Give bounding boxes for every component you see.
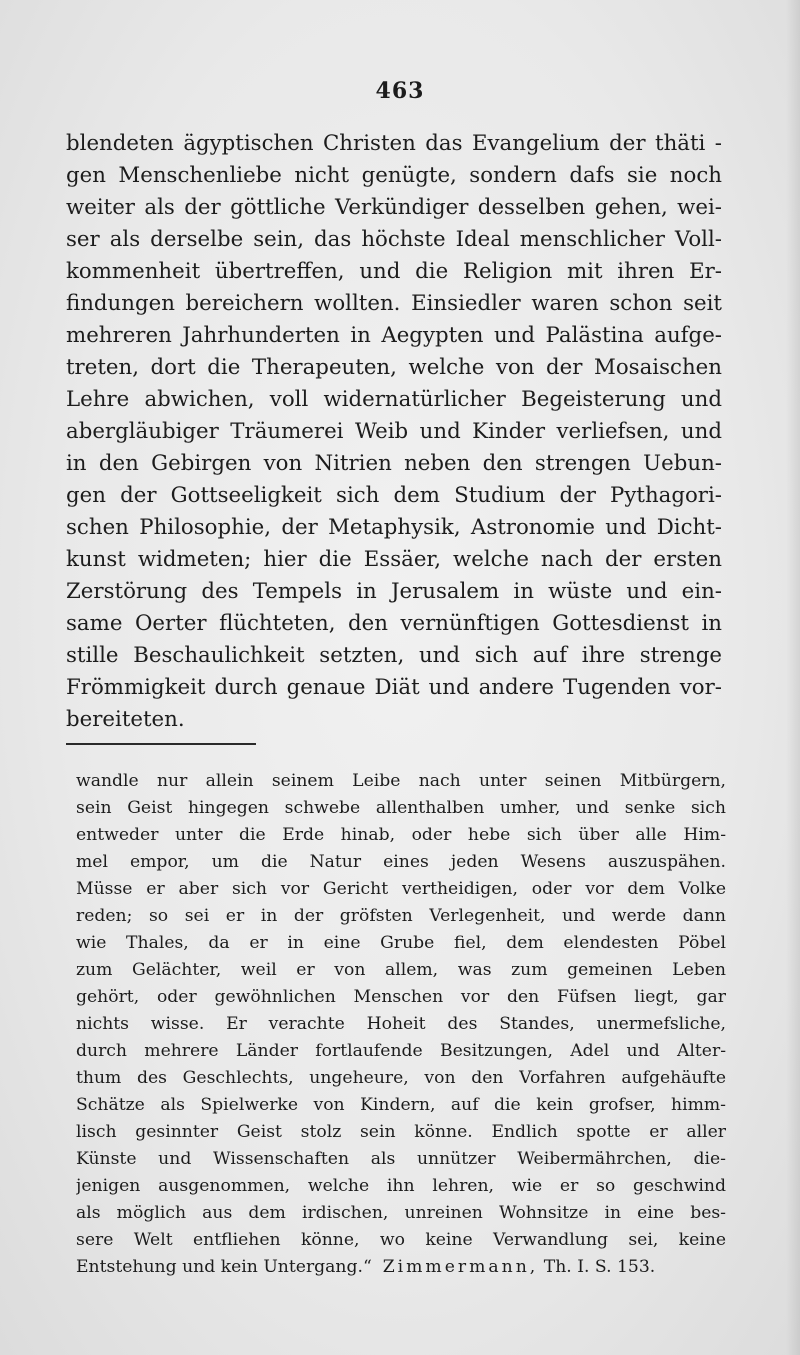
footnote-line: sere Welt entfliehen könne, wo keine Verwandlung sei, keine [76,1230,726,1250]
body-line: kommenheit übertreffen, und die Religion mit ihren Er- [66,259,722,284]
body-line: in den Gebirgen von Nitrien neben den strengen Uebun- [66,451,722,476]
footnote-line: nichts wisse. Er verachte Hoheit des Standes, unermefsliche, [76,1014,726,1034]
footnote-line: Künste und Wissenschaften als unnützer Weibermährchen, die- [76,1149,726,1169]
footnote-citation-reference: Th. I. S. 153. [543,1257,656,1277]
footnote-line: Müsse er aber sich vor Gericht vertheidigen, oder vor dem Volke [76,879,726,899]
body-line: treten, dort die Therapeuten, welche von der Mosaischen [66,355,722,380]
body-line: Frömmigkeit durch genaue Diät und andere Tugenden vor- [66,675,722,700]
footnote-line: lisch gesinnter Geist stolz sein könne. Endlich spotte er aller [76,1122,726,1142]
footnote-separator-rule [66,743,256,745]
body-line: same Oerter flüchteten, den vernünftigen Gottesdienst in [66,611,722,636]
body-line: kunst widmeten; hier die Essäer, welche nach der ersten [66,547,722,572]
body-line: abergläubiger Träumerei Weib und Kinder verliefsen, und [66,419,722,444]
body-line: Zerstörung des Tempels in Jerusalem in wüste und ein- [66,579,722,604]
footnote-line: durch mehrere Länder fortlaufende Besitzungen, Adel und Alter- [76,1041,726,1061]
body-line: ser als derselbe sein, das höchste Ideal menschlicher Voll- [66,227,722,252]
footnote-citation-author: Zimmermann, [382,1257,539,1277]
footnote-line: thum des Geschlechts, ungeheure, von den Vorfahren aufgehäufte [76,1068,726,1088]
footnote-line: wie Thales, da er in eine Grube fiel, dem elendesten Pöbel [76,933,726,953]
footnote-line: mel empor, um die Natur eines jeden Wesens auszuspähen. [76,852,726,872]
footnote-line: Schätze als Spielwerke von Kindern, auf die kein grofser, himm- [76,1095,726,1115]
footnote-closing-text: Entstehung und kein Untergang.“ [76,1257,372,1277]
footnote-line: als möglich aus dem irdischen, unreinen Wohnsitze in eine bes- [76,1203,726,1223]
footnote-line: wandle nur allein seinem Leibe nach unter seinen Mitbürgern, [76,771,726,791]
page-edge-shadow [786,0,800,1355]
body-line: gen der Gottseeligkeit sich dem Studium der Pythagori- [66,483,722,508]
body-line: schen Philosophie, der Metaphysik, Astronomie und Dicht- [66,515,722,540]
main-text-block [66,128,722,736]
footnote-line: jenigen ausgenommen, welche ihn lehren, wie er so geschwind [76,1176,726,1196]
footnote-line: zum Gelächter, weil er von allem, was zum gemeinen Leben [76,960,726,980]
body-line: bereiteten. [66,707,185,732]
footnote-line: gehört, oder gewöhnlichen Menschen vor den Füfsen liegt, gar [76,987,726,1007]
body-line: mehreren Jahrhunderten in Aegypten und Palästina aufge- [66,323,722,348]
body-line: Lehre abwichen, voll widernatürlicher Begeisterung und [66,387,722,412]
body-line: weiter als der göttliche Verkündiger desselben gehen, wei- [66,195,722,220]
footnote-last-line [76,1254,726,1281]
footnote-line: entweder unter die Erde hinab, oder hebe sich über alle Him- [76,825,726,845]
footnote-line: sein Geist hingegen schwebe allenthalben umher, und senke sich [76,798,726,818]
body-line: stille Beschaulichkeit setzten, und sich auf ihre strenge [66,643,722,668]
footnote-block [76,768,726,1281]
body-line: gen Menschenliebe nicht genügte, sondern dafs sie noch [66,163,722,188]
body-line: findungen bereichern wollten. Einsiedler waren schon seit [66,291,722,316]
body-line: blendeten ägyptischen Christen das Evangelium der thäti - [66,131,722,156]
footnote-line: reden; so sei er in der gröfsten Verlegenheit, und werde dann [76,906,726,926]
page-number: 463 [375,78,425,104]
